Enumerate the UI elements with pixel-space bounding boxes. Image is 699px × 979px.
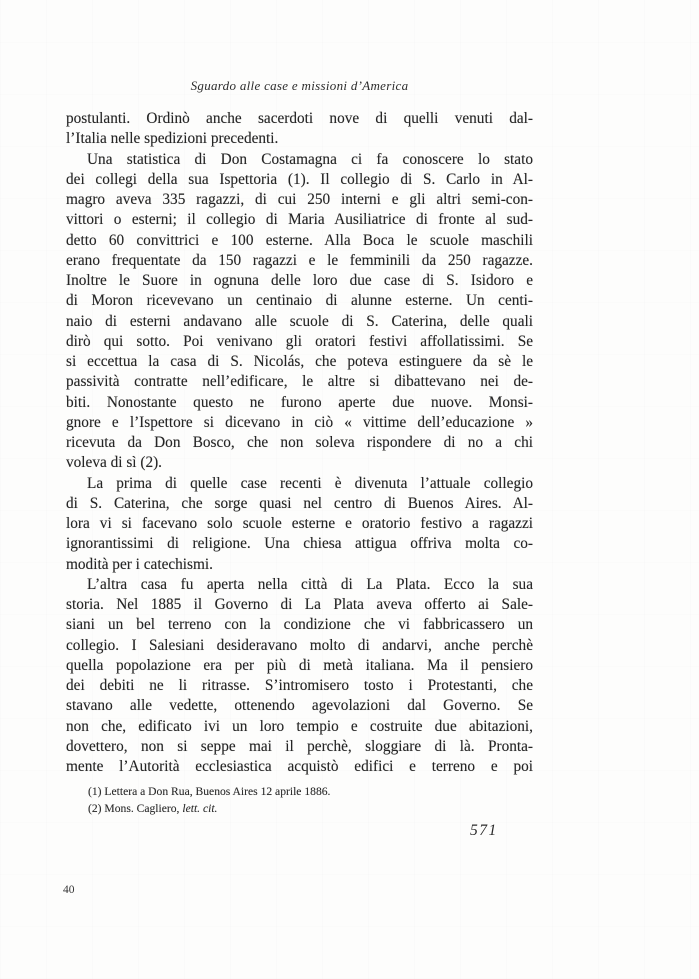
text-line: si eccettua la casa di S. Nicolás, che poteva estinguere da sè le: [66, 353, 533, 370]
text-line: postulanti. Ordinò anche sacerdoti nove di quelli venuti dal-: [66, 110, 533, 127]
text-line: ignorantissimi di religione. Una chiesa attigua offriva molta co-: [66, 535, 533, 553]
footnote-2: [88, 801, 533, 818]
text-line: passività contratte nell’edificare, le altre si dibattevano nei de-: [66, 373, 533, 391]
text-line: dovettero, non si seppe mai il perchè, sloggiare di là. Pronta-: [66, 737, 533, 755]
text-line: quella popolazione era per più di metà italiana. Ma il pensiero: [66, 656, 533, 674]
text-line: magro aveva 335 ragazzi, di cui 250 interni e gli altri semi-con-: [66, 191, 533, 208]
footnote-1: [88, 784, 533, 801]
text-line: Inoltre le Suore in ognuna delle loro due case di S. Isidoro e: [66, 272, 533, 289]
footnote-2-text: (2) Mons. Cagliero,: [88, 801, 183, 815]
text-line: La prima di quelle case recenti è divenuta l’attuale collegio: [87, 474, 533, 492]
text-line: voleva di sì (2).: [66, 454, 163, 472]
text-line: l’Italia nelle spedizioni precedenti.: [66, 130, 279, 148]
text-line: gnore e l’Ispettore si dicevano in ciò « vittime dell’educazione »: [66, 413, 533, 431]
text-line: stavano alle vedette, ottenendo agevolazioni dal Governo. Se: [66, 697, 533, 715]
footnote-2-citation: lett. cit.: [182, 801, 218, 815]
text-line: Una statistica di Don Costamagna ci fa conoscere lo stato: [87, 150, 533, 168]
footnote-1-text: (1) Lettera a Don Rua, Buenos Aires 12 aprile 1886.: [88, 785, 331, 798]
text-line: dirò qui sotto. Poi venivano gli oratori festivi affollatissimi. Se: [66, 332, 533, 350]
text-line: vittori o esterni; il collegio di Maria Ausiliatrice di fronte al sud-: [66, 211, 533, 229]
running-header: Sguardo alle case e missioni d’America: [190, 78, 409, 93]
text-line: di S. Caterina, che sorge quasi nel centro di Buenos Aires. Al-: [66, 494, 533, 512]
text-line: L’altra casa fu aperta nella città di La Plata. Ecco la sua: [87, 575, 533, 593]
text-line: biti. Nonostante questo ne furono aperte due nuove. Monsi-: [66, 393, 533, 411]
text-line: erano frequentate da 150 ragazzi e le femminili da 250 ragazze.: [66, 251, 533, 269]
page-number: 571: [470, 822, 498, 839]
text-line: mente l’Autorità ecclesiastica acquistò edifici e terreno e poi: [66, 758, 533, 775]
text-line: modità per i catechismi.: [66, 555, 213, 573]
text-line: dei collegi della sua Ispettoria (1). Il collegio di S. Carlo in Al-: [66, 170, 533, 188]
text-line: collegio. I Salesiani desideravano molto di andarvi, anche perchè: [66, 636, 533, 654]
text-line: ricevuta da Don Bosco, che non soleva rispondere di no a chi: [66, 434, 533, 451]
footnotes-block: [88, 784, 533, 817]
text-line: siani un bel terreno con la condizione che vi fabbricassero un: [66, 616, 533, 634]
text-line: di Moron ricevevano un centinaio di alunne esterne. Un centi-: [66, 292, 533, 310]
folio-signature-number: 40: [63, 884, 75, 896]
text-line: lora vi si facevano solo scuole esterne e oratorio festivo a ragazzi: [66, 515, 533, 532]
body-text-block: [66, 109, 533, 777]
text-line: naio di esterni andavano alle scuole di S. Caterina, delle quali: [66, 312, 533, 330]
text-line: detto 60 convittrici e 100 esterne. Alla Boca le scuole maschili: [66, 231, 533, 249]
text-line: non che, edificato ivi un loro tempio e costruite due abitazioni,: [66, 717, 533, 735]
text-line: storia. Nel 1885 il Governo di La Plata aveva offerto ai Sale-: [66, 596, 533, 613]
text-line: dei debiti ne li ritrasse. S’intromisero tosto i Protestanti, che: [66, 677, 533, 694]
